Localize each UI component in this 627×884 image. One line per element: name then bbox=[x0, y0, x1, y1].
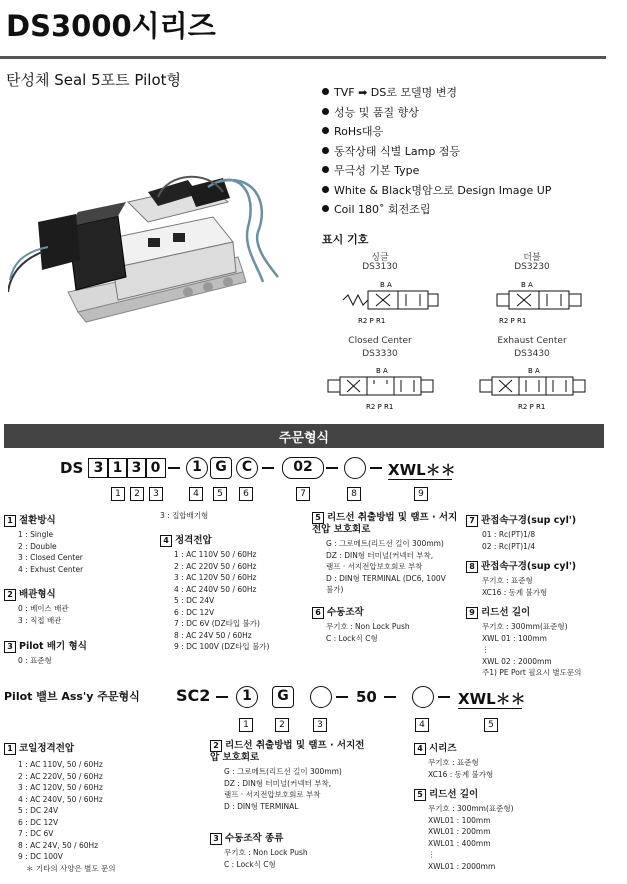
option-item: 8 : AC 24V 50 / 60Hz bbox=[174, 630, 252, 640]
option-item: 3 : AC 120V 50 / 60Hz bbox=[174, 573, 257, 582]
section-heading bbox=[210, 740, 370, 764]
label-text: 성능 및 품질 향상 bbox=[334, 105, 419, 119]
option-item: 램프 · 서지전압보호회로 부착 bbox=[224, 790, 321, 799]
option-item: 1 : Single bbox=[18, 530, 54, 539]
feature-item bbox=[322, 84, 551, 104]
option-item: 무기호 : Non Lock Push bbox=[224, 848, 308, 857]
option-item: 9 : DC 100V bbox=[18, 852, 63, 861]
section-heading-text: 절환방식 bbox=[19, 515, 56, 526]
label-text: B A bbox=[528, 367, 540, 375]
code-circle: 1 bbox=[236, 686, 258, 708]
bullet-icon bbox=[322, 205, 329, 212]
section-number-box: 6 bbox=[312, 607, 324, 619]
pilot-section-5 bbox=[414, 786, 514, 872]
option-item: XWL01 : 200mm bbox=[428, 827, 491, 836]
pilot-section-2 bbox=[210, 740, 370, 812]
option-item: D : DIN형 TERMINAL bbox=[224, 801, 299, 811]
option-item: ⋮ bbox=[428, 850, 436, 859]
section-heading bbox=[160, 532, 269, 547]
section-heading-text: 관접속구경(sup cyl') bbox=[481, 515, 577, 526]
code-index: 4 bbox=[189, 487, 203, 501]
option-item: ⋮ bbox=[482, 645, 490, 654]
order-section-3-cont bbox=[160, 510, 208, 522]
section-heading bbox=[466, 512, 576, 527]
option-item: XWL 02 : 2000mm bbox=[482, 656, 552, 666]
code-empty-circle bbox=[344, 457, 366, 479]
feature-item bbox=[322, 104, 551, 124]
pilot-prefix: SC2 bbox=[176, 686, 211, 705]
dash bbox=[326, 467, 338, 469]
valve-symbol-exhaust-center bbox=[468, 362, 598, 414]
section-heading bbox=[312, 512, 460, 536]
code-index: 6 bbox=[239, 487, 253, 501]
label-text: B A bbox=[376, 367, 388, 375]
pilot-section-title: Pilot 밸브 Ass'y 주문형식 bbox=[4, 690, 140, 703]
feature-item bbox=[322, 201, 551, 221]
option-item: DZ : DIN형 터미널(커넥터 부착, bbox=[224, 778, 332, 788]
option-item: 불가) bbox=[326, 585, 344, 594]
symbol-model-label: DS3130 bbox=[362, 262, 398, 272]
feature-item bbox=[322, 123, 551, 143]
code-digit-box: 3 bbox=[126, 458, 147, 478]
option-item: 6 : DC 12V bbox=[18, 817, 59, 827]
option-item: 02 : Rc(PT)1/4 bbox=[482, 541, 536, 551]
section-number-box: 3 bbox=[210, 833, 222, 845]
page-title: DS3000시리즈 bbox=[6, 9, 216, 43]
section-heading bbox=[414, 740, 493, 755]
bullet-icon bbox=[322, 166, 329, 173]
code-index: 1 bbox=[239, 718, 253, 732]
code-circle: 1 bbox=[186, 457, 208, 479]
option-item: 3 : 집합배기형 bbox=[160, 511, 209, 520]
label-text: R2 P R1 bbox=[499, 317, 527, 325]
product-image bbox=[8, 172, 308, 332]
section-heading-text: 리드선 취출방법 및 램프 · 서지전압 보호회로 bbox=[210, 740, 365, 763]
section-heading bbox=[4, 638, 87, 653]
option-item: 2 : AC 220V, 50 / 60Hz bbox=[18, 771, 103, 781]
pilot-section-4 bbox=[414, 740, 493, 780]
code-index: 5 bbox=[213, 487, 227, 501]
code-g-box: G bbox=[210, 457, 232, 479]
option-item: XC16 : 동계 불가형 bbox=[428, 769, 494, 779]
pilot-section-3 bbox=[210, 830, 308, 870]
label-text: RoHs대응 bbox=[334, 125, 384, 138]
code-index: 8 bbox=[347, 487, 361, 501]
label-text: R2 P R1 bbox=[366, 403, 394, 411]
dash bbox=[370, 467, 382, 469]
section-heading-text: 코일정격전압 bbox=[19, 743, 75, 754]
code-circle: C bbox=[236, 457, 258, 479]
symbol-section-title: 표시 기호 bbox=[322, 233, 369, 246]
option-item: 2 : AC 220V 50 / 60Hz bbox=[174, 561, 257, 571]
section-number-box: 2 bbox=[210, 740, 222, 752]
section-number-box: 5 bbox=[312, 512, 324, 524]
label-text: 무극성 기본 Type bbox=[334, 164, 420, 177]
section-heading-text: 리드선 길이 bbox=[481, 607, 531, 618]
order-suffix: XWL＊＊ bbox=[388, 461, 456, 479]
feature-item bbox=[322, 143, 551, 163]
pilot-section-1 bbox=[4, 740, 116, 874]
feature-item bbox=[322, 182, 551, 202]
section-heading bbox=[466, 558, 576, 573]
code-digit-box: 0 bbox=[145, 458, 166, 478]
code-index: 5 bbox=[484, 718, 498, 732]
option-item: D : DIN형 TERMINAL (DC6, 100V bbox=[326, 573, 446, 583]
section-heading bbox=[414, 786, 514, 801]
section-heading bbox=[210, 830, 308, 845]
code-index: 1 bbox=[111, 487, 125, 501]
option-item: 무기호 : 표준형 bbox=[428, 758, 479, 767]
pilot-mid-code: 50 bbox=[356, 688, 377, 706]
option-item: 7 : DC 6V bbox=[18, 829, 54, 838]
feature-list bbox=[322, 84, 551, 221]
section-number-box: 7 bbox=[466, 515, 478, 527]
label-text: B A bbox=[521, 281, 533, 289]
title-divider bbox=[0, 56, 606, 59]
option-item: XWL01 : 2000mm bbox=[428, 861, 496, 871]
code-digit-box: 1 bbox=[107, 458, 128, 478]
section-heading-text: 수동조작 종류 bbox=[225, 833, 284, 844]
section-number-box: 4 bbox=[414, 743, 426, 755]
valve-symbol-closed-center bbox=[318, 362, 443, 414]
code-index: 3 bbox=[313, 718, 327, 732]
code-index: 2 bbox=[275, 718, 289, 732]
option-item: 5 : DC 24V bbox=[18, 806, 59, 815]
page-subtitle: 탄성체 Seal 5포트 Pilot형 bbox=[6, 71, 182, 89]
option-item: 01 : Rc(PT)1/8 bbox=[482, 530, 536, 539]
section-number-box: 9 bbox=[466, 607, 478, 619]
label-text: B A bbox=[380, 281, 392, 289]
dash bbox=[262, 467, 274, 469]
option-item: 램프 · 서지전압보호회로 부착 bbox=[326, 562, 423, 571]
section-number-box: 3 bbox=[4, 641, 16, 653]
option-item: 4 : Exhust Center bbox=[18, 564, 84, 574]
dash bbox=[336, 696, 348, 698]
symbol-type-label: Closed Center bbox=[348, 336, 412, 346]
section-number-box: 5 bbox=[414, 789, 426, 801]
pilot-suffix: XWL＊＊ bbox=[458, 690, 526, 708]
order-section-5 bbox=[312, 512, 460, 596]
section-heading-text: 수동조작 bbox=[327, 607, 364, 618]
section-heading-text: 정격전압 bbox=[175, 535, 212, 546]
label-text: R2 P R1 bbox=[518, 403, 546, 411]
section-number-box: 1 bbox=[4, 515, 16, 527]
option-item: 7 : DC 6V (DZ타입 불가) bbox=[174, 619, 260, 628]
section-heading-text: 리드선 길이 bbox=[429, 789, 479, 800]
option-item: C : Lock식 C형 bbox=[224, 859, 276, 869]
option-item: 주1) PE Port 필요시 별도문의 bbox=[482, 668, 582, 677]
code-index: 9 bbox=[414, 487, 428, 501]
label-text: R2 P R1 bbox=[358, 317, 386, 325]
feature-item bbox=[322, 162, 551, 182]
code-index: 2 bbox=[130, 487, 144, 501]
section-heading bbox=[312, 604, 410, 619]
option-item: 3 : AC 120V, 50 / 60Hz bbox=[18, 783, 103, 792]
option-item: 무기호 : 300mm(표준형) bbox=[428, 804, 514, 813]
order-section-title: 주문형식 bbox=[278, 431, 330, 446]
order-section-6 bbox=[312, 604, 410, 644]
option-item: 무기호 : 300mm(표준형) bbox=[482, 622, 568, 631]
suffix-underline bbox=[388, 479, 452, 480]
section-heading-text: 관접속구경(sup cyl') bbox=[481, 561, 577, 572]
section-heading bbox=[4, 740, 116, 755]
option-item: C : Lock식 C형 bbox=[326, 633, 378, 643]
option-item: 0 : 표준형 bbox=[18, 656, 52, 665]
option-item: 1 : AC 110V, 50 / 60Hz bbox=[18, 760, 103, 769]
symbol-type-label: Exhaust Center bbox=[497, 336, 567, 346]
code-oval: 02 bbox=[282, 457, 324, 479]
bullet-icon bbox=[322, 147, 329, 154]
code-g-box: G bbox=[272, 686, 294, 708]
bullet-icon bbox=[322, 127, 329, 134]
option-item: 9 : DC 100V (DZ타입 불가) bbox=[174, 642, 270, 651]
section-number-box: 1 bbox=[4, 743, 16, 755]
option-item: 8 : AC 24V, 50 / 60Hz bbox=[18, 840, 99, 850]
option-item: G : 그로메트(리드선 길이 300mm) bbox=[224, 767, 342, 776]
option-item: XWL01 : 400mm bbox=[428, 838, 491, 848]
bullet-icon bbox=[322, 88, 329, 95]
code-index: 4 bbox=[415, 718, 429, 732]
section-number-box: 4 bbox=[160, 535, 172, 547]
option-item: 5 : DC 24V bbox=[174, 596, 215, 605]
symbol-type-label: 싱글 bbox=[371, 253, 389, 263]
section-heading-text: Pilot 배기 형식 bbox=[19, 641, 87, 652]
option-item: G : 그로메트(리드선 길이 300mm) bbox=[326, 539, 444, 548]
label-text: Coil 180˚ 회전조립 bbox=[334, 203, 431, 216]
symbol-model-label: DS3330 bbox=[362, 349, 398, 359]
symbol-type-label: 더블 bbox=[523, 253, 541, 263]
option-item: 무기호 : 표준형 bbox=[482, 576, 533, 585]
option-item: 3 : 직접 배관 bbox=[18, 615, 62, 625]
option-item: ＊ 기타의 사양은 별도 문의 bbox=[26, 863, 116, 873]
section-heading bbox=[466, 604, 581, 619]
valve-symbol-single bbox=[338, 276, 448, 328]
option-item: DZ : DIN형 터미널(커넥터 부착, bbox=[326, 550, 434, 560]
order-section-4 bbox=[160, 532, 269, 653]
option-item: 4 : AC 240V, 50 / 60Hz bbox=[18, 794, 103, 804]
dash bbox=[216, 696, 228, 698]
code-index: 3 bbox=[149, 487, 163, 501]
order-prefix: DS bbox=[60, 459, 84, 477]
label-text: 동작상태 식별 Lamp 점등 bbox=[334, 144, 461, 158]
bullet-icon bbox=[322, 186, 329, 193]
section-heading-text: 배관형식 bbox=[19, 589, 56, 600]
section-heading bbox=[4, 586, 69, 601]
option-item: XC16 : 동계 불가형 bbox=[482, 587, 548, 597]
dash bbox=[168, 467, 180, 469]
option-item: 0 : 베이스 배관 bbox=[18, 604, 69, 613]
valve-symbol-double bbox=[484, 276, 594, 328]
section-heading-text: 시리즈 bbox=[429, 743, 457, 754]
code-digit-box: 3 bbox=[88, 458, 109, 478]
bullet-icon bbox=[322, 108, 329, 115]
dash bbox=[384, 696, 396, 698]
option-item: 무기호 : Non Lock Push bbox=[326, 622, 410, 631]
dash bbox=[438, 696, 450, 698]
option-item: XWL01 : 100mm bbox=[428, 815, 491, 825]
option-item: 6 : DC 12V bbox=[174, 607, 215, 617]
order-section-2 bbox=[4, 586, 69, 626]
option-item: 4 : AC 240V 50 / 60Hz bbox=[174, 584, 257, 594]
code-empty-circle bbox=[412, 686, 434, 708]
section-heading bbox=[4, 512, 83, 527]
option-item: XWL 01 : 100mm bbox=[482, 633, 547, 643]
option-item: 2 : Double bbox=[18, 541, 57, 551]
label-text: White & Black명암으로 Design Image UP bbox=[334, 183, 552, 197]
symbol-model-label: DS3230 bbox=[514, 262, 550, 272]
code-empty-circle bbox=[310, 686, 332, 708]
order-section-7 bbox=[466, 512, 576, 552]
option-item: 1 : AC 110V 50 / 60Hz bbox=[174, 550, 257, 559]
section-heading-text: 리드선 취출방법 및 램프 · 서지전압 보호회로 bbox=[312, 512, 458, 535]
symbol-model-label: DS3430 bbox=[514, 349, 550, 359]
order-section-8 bbox=[466, 558, 576, 598]
order-section-1 bbox=[4, 512, 83, 575]
section-number-box: 2 bbox=[4, 589, 16, 601]
option-item: 3 : Closed Center bbox=[18, 553, 83, 562]
code-index: 7 bbox=[296, 487, 310, 501]
order-section-9 bbox=[466, 604, 581, 679]
order-section-3 bbox=[4, 638, 87, 667]
label-text: TVF ➡ DS로 모델명 변경 bbox=[334, 86, 457, 99]
section-number-box: 8 bbox=[466, 561, 478, 573]
suffix-underline bbox=[458, 708, 522, 709]
